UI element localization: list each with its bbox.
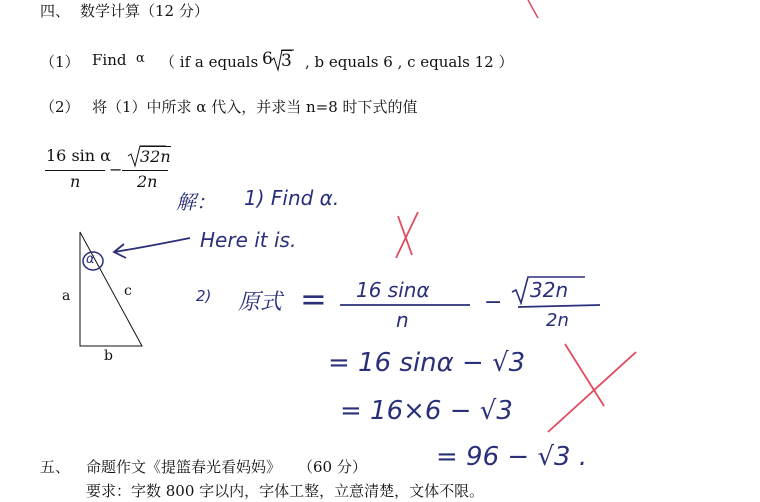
question-1-number: （1） [40,53,80,71]
answer-line-2: Here it is. [200,228,297,252]
section-4-label: 四、 [40,2,71,20]
question-2-text: 将（1）中所求 α 代入，并求当 n=8 时下式的值 [92,98,418,116]
answer-fraction-1-denominator: n [396,308,409,332]
grade-mark-top [528,0,538,18]
section-5-title: 命题作文《提篮春光看妈妈》 [86,458,282,476]
arrow-line [114,238,190,252]
answer-fraction-2-numerator: 32n [530,278,569,302]
question-2-number: （2） [40,98,80,116]
question-1-condition: （ if a equals [160,53,259,71]
section-5-label: 五、 [40,458,71,476]
answer-prefix: 解： [176,190,216,214]
triangle-angle-alpha: α [86,252,95,267]
triangle-side-a: a [62,288,71,304]
question-1-rest: , b equals 6 , c equals 12 ） [305,53,514,71]
answer-fraction-bar-2 [518,305,600,307]
answer-minus: − [484,290,503,315]
answer-part-2-equals: = [300,280,327,318]
triangle-side-c: c [124,283,132,299]
section-5-score: （60 分） [298,458,367,476]
formula-minus: − [109,160,123,179]
formula-sqrt-sign [128,146,166,166]
answer-line-1: 1) Find α. [244,186,340,210]
question-1-sqrt-radicand: 3 [281,51,292,71]
question-1-six: 6 [262,49,273,69]
answer-line-4: = 16 sinα − √3 [328,348,526,378]
section-4-title: 数学计算（12 分） [80,2,209,20]
section-5-requirements: 要求：字数 800 字以内，字体工整，立意清楚，文体不限。 [86,482,485,500]
formula-denominator-1: n [70,172,81,191]
formula-numerator-1: 16 sin α [46,146,111,165]
answer-fraction-1-numerator: 16 sinα [356,278,430,302]
answer-part-2-label: 原式 [238,290,283,315]
triangle-side-b: b [104,348,113,364]
formula-denominator-2: 2n [137,172,158,191]
answer-line-5: = 16×6 − √3 [340,396,513,426]
formula-numerator-2: 32n [140,147,171,166]
answer-part-2-number: 2) [196,287,212,305]
answer-fraction-2-denominator: 2n [546,310,569,331]
question-1-find: Find [92,51,127,69]
question-1-sqrt-sign [272,50,294,70]
question-1-alpha: α [136,51,145,66]
answer-line-6: = 96 − √3 . [436,442,588,472]
grade-cross-1 [396,212,418,258]
grade-cross-2 [548,344,636,432]
